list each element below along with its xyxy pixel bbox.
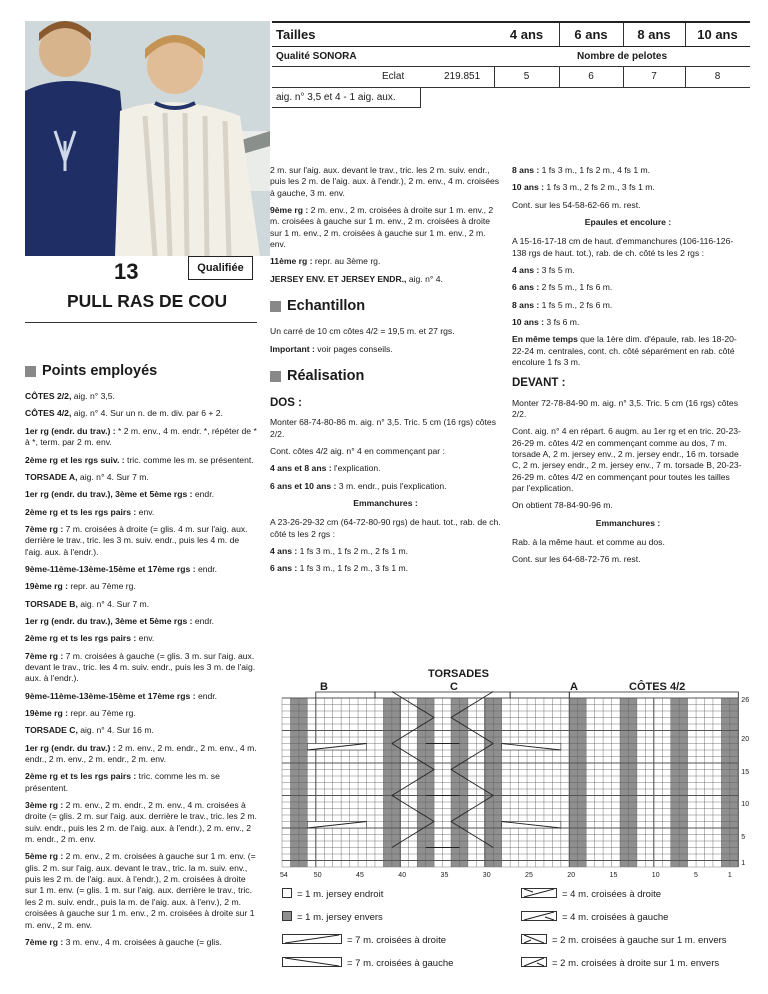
instruction-text: aig. n° 4. Sur un n. de m. div. par 6 + 2. — [71, 408, 223, 419]
instruction-text: 1 fs 3 m., 2 fs 2 m., 3 fs 1 m. — [544, 182, 655, 193]
x-tick-label: 54 — [280, 872, 288, 879]
square-bullet-icon — [270, 371, 281, 382]
instruction-paragraph — [25, 426, 257, 449]
instruction-text: 2 m. env., 2 m. endr., 2 m. env., 4 m. croisées à droite (= glis. 2 m. sur l'aig. aux. derrière le trav., tric. les 2 m. suiv. endr., puis les 2 m. de l'aig. aux. à l'endr.), 2 m. env., 2 m. endr., 2 m. env. — [25, 800, 257, 845]
instruction-text: endr. — [192, 489, 214, 500]
instruction-text: endr. — [192, 615, 214, 626]
instruction-text: endr. — [195, 690, 218, 701]
instruction-paragraph — [25, 725, 257, 736]
devant-body — [512, 398, 744, 512]
instruction-lead: 9ème-11ème-13ème-15ème et 17ème rgs : — [25, 563, 196, 574]
model-photo — [25, 21, 270, 256]
instruction-text: 3 fs 6 m. — [544, 317, 580, 328]
instruction-lead: 3ème rg : — [25, 800, 64, 811]
instruction-paragraph — [270, 417, 501, 440]
instruction-text: 1 fs 3 m., 1 fs 2 m., 4 fs 1 m. — [539, 165, 651, 175]
instruction-text: Rab. à la même haut. et comme au dos. — [512, 537, 665, 548]
x-tick-label: 50 — [313, 872, 322, 879]
instruction-text: Cont. sur les 54-58-62-66 m. rest. — [512, 199, 641, 210]
instruction-text: A 23-26-29-32 cm (64-72-80-90 rgs) de haut. tot., rab. de ch. côté ts les 2 rgs : — [270, 517, 501, 539]
instruction-lead: 6 ans : — [270, 563, 298, 574]
instruction-text: aig. n° 3,5. — [71, 391, 115, 402]
instruction-paragraph — [25, 937, 257, 948]
instruction-paragraph — [512, 236, 744, 259]
section-bracket — [316, 692, 375, 698]
instruction-paragraph — [270, 165, 501, 199]
dos-body — [270, 417, 501, 492]
instruction-text: l'explication. — [331, 463, 381, 474]
instruction-text: 2 m. env., 2 m. croisées à droite sur 1 m. env., 2 m. croisées à gauche sur 1 m. env., 2 m. croisées à droite sur 1 m. env., 2 m. croisées à gauche sur 1 m. env., 2 m. env. — [270, 205, 494, 250]
instruction-paragraph — [25, 708, 257, 719]
instruction-paragraph — [25, 851, 257, 930]
section-bracket — [375, 692, 510, 698]
instruction-lead: TORSADE C, — [25, 725, 78, 736]
instruction-lead: 8 ans : — [512, 165, 540, 175]
instruction-text: * 2 m. env., 4 m. endr. *, répéter de * à *, term. par 2 m. env. — [25, 425, 257, 448]
instruction-lead: CÔTES 4/2, — [25, 408, 72, 419]
instruction-text: 3 fs 5 m. — [539, 265, 575, 276]
right-column — [512, 165, 744, 572]
instruction-text: 1 fs 5 m., 2 fs 6 m. — [539, 299, 613, 310]
instruction-lead: CÔTES 2/2, — [25, 391, 72, 402]
instruction-paragraph — [512, 317, 744, 328]
instruction-lead: 6 ans : — [512, 282, 540, 293]
instruction-paragraph — [25, 616, 257, 627]
instruction-lead: 9ème-11ème-13ème-15ème et 17ème rgs : — [25, 690, 196, 701]
dos-title: DOS : — [270, 397, 302, 410]
legend-text: = 4 m. croisées à gauche — [562, 912, 669, 923]
instruction-paragraph — [25, 472, 257, 483]
instruction-lead: 4 ans : — [270, 545, 298, 556]
y-tick-label: 26 — [741, 697, 750, 704]
label-c: C — [450, 681, 458, 693]
legend-item — [521, 934, 727, 949]
points-heading — [25, 362, 257, 381]
level-badge: Qualifiée — [188, 256, 253, 280]
chart-grid — [272, 660, 750, 875]
x-tick-label: 45 — [356, 872, 364, 879]
legend-text: = 1 m. jersey endroit — [297, 889, 384, 900]
instruction-text: Cont. aig. n° 4 en répart. 6 augm. au 1er rg et en tric. 20-23-26-29 m. côtes 4/2 en commençant comme au dos, 7 m. torsade A, 2 m. jersey env., 2 m. jersey endr., 16 m. torsade C, 2 m. jersey endr., 2 m. jersey env., 7 m. torsade B, 20-23-26-29 m. côtes 4/2 en commençant pour toutes les tailles par l'explication. — [512, 426, 742, 494]
instruction-paragraph — [270, 256, 501, 267]
legend-text: = 7 m. croisées à droite — [347, 935, 447, 946]
instruction-text: repr. au 3ème rg. — [312, 256, 381, 267]
cross-2-right-purl-icon — [521, 957, 552, 972]
instruction-paragraph — [25, 771, 257, 794]
instruction-paragraph — [25, 743, 257, 766]
y-tick-label: 15 — [741, 768, 750, 776]
instruction-lead: 4 ans et 8 ans : — [270, 463, 332, 474]
instruction-paragraph — [25, 507, 257, 518]
instruction-lead: 2ème rg et ts les rgs pairs : — [25, 771, 137, 782]
legend-item — [521, 957, 719, 972]
x-tick-label: 40 — [398, 872, 407, 879]
instruction-lead: 9ème rg : — [270, 205, 309, 216]
echantillon-body — [270, 326, 501, 355]
legend-text: = 7 m. croisées à gauche — [347, 958, 454, 969]
instruction-lead: Important : — [270, 343, 315, 354]
legend-text: = 2 m. croisées à droite sur 1 m. envers — [552, 958, 720, 969]
instruction-text: aig. n° 4. Sur 16 m. — [77, 725, 154, 736]
instruction-text: repr. au 7ème rg. — [68, 708, 136, 718]
yarn-color: Eclat — [382, 71, 405, 83]
instruction-paragraph — [270, 274, 501, 285]
instruction-text: 1 fs 3 m., 1 fs 2 m., 2 fs 1 m. — [297, 545, 409, 556]
x-tick-label: 5 — [694, 872, 698, 879]
instruction-lead: 10 ans : — [512, 317, 545, 328]
stitches-body — [25, 391, 257, 948]
instruction-text: 3 m. env., 4 m. croisées à gauche (= glis. — [63, 936, 222, 947]
instruction-text: aig. n° 4. Sur 7 m. — [77, 598, 150, 609]
instruction-text: voir pages conseils. — [314, 343, 393, 354]
quality-row — [272, 47, 750, 67]
legend-item — [521, 888, 661, 903]
instruction-text: A 15-16-17-18 cm de haut. d'emmanchures (106-116-126-138 rgs de haut. tot.), rab. de ch. côté ts les 2 rgs : — [512, 236, 734, 258]
legend-item — [521, 911, 668, 926]
instruction-text: env. — [136, 633, 155, 644]
instruction-lead: 7ème rg : — [25, 650, 64, 661]
count-6: 6 — [588, 71, 594, 83]
square-bullet-icon — [25, 366, 36, 377]
instruction-paragraph — [270, 205, 501, 250]
instruction-text: aig. n° 4. — [406, 273, 443, 284]
section-bracket — [510, 692, 569, 698]
instruction-paragraph — [512, 500, 744, 511]
instruction-text: 3 m. endr., puis l'explication. — [336, 480, 447, 491]
legend-item — [282, 934, 446, 949]
section-bracket — [569, 692, 738, 698]
instruction-lead: 8 ans : — [512, 299, 540, 310]
devant-emmanchures-title: Emmanchures : — [595, 517, 661, 528]
instruction-paragraph — [512, 282, 744, 293]
instruction-lead: 5ème rg : — [25, 851, 64, 862]
instruction-paragraph — [25, 564, 257, 575]
label-cotes: CÔTES 4/2 — [629, 681, 686, 693]
x-tick-label: 30 — [482, 872, 491, 879]
instruction-text: endr. — [195, 563, 218, 574]
instruction-paragraph — [512, 426, 744, 494]
cross-7-right-icon — [282, 934, 347, 949]
instruction-paragraph — [270, 446, 501, 457]
echantillon-heading — [270, 297, 501, 316]
label-a: A — [570, 681, 578, 693]
instruction-paragraph — [25, 581, 257, 592]
torsade-c-continued — [270, 165, 501, 285]
label-torsades: TORSADES — [428, 668, 489, 680]
instruction-text: que la 1ère dim. d'épaule, rab. les 18-20-22-24 m. centrales, cont. ch. côté séparément en rab. côté encolure 1 fs 3 m. — [512, 334, 737, 368]
quality-label: Qualité SONORA — [276, 50, 357, 62]
cross-7-left-icon — [282, 957, 347, 972]
instruction-text: repr. au 7ème rg. — [68, 581, 136, 592]
instruction-paragraph — [512, 265, 744, 276]
size-4: 4 ans — [509, 26, 544, 42]
instruction-text: Cont. sur les 64-68-72-76 m. rest. — [512, 554, 641, 565]
square-bullet-icon — [270, 301, 281, 312]
emmanchures-title: Emmanchures : — [353, 497, 418, 508]
instruction-paragraph — [512, 182, 744, 193]
instruction-paragraph — [25, 651, 257, 685]
model-title: PULL RAS DE COU — [67, 291, 228, 311]
instruction-text: 2 m. env., 2 m. endr., 2 m. env., 4 m. endr., 2 m. env., 2 m. endr., 2 m. env. — [25, 742, 257, 765]
instruction-text: 7 m. croisées à gauche (= glis. 3 m. sur l'aig. aux. devant le trav., tric. les 4 m. suiv. endr., puis les 3 m. de l'aig. aux. à l'endr.). — [25, 650, 256, 684]
epaules-title: Epaules et encolure : — [584, 217, 672, 228]
instruction-paragraph — [512, 165, 744, 176]
epaules-body — [512, 236, 744, 368]
instruction-lead: 1er rg (endr. du trav.), 3ème et 5ème rgs : — [25, 615, 193, 626]
realisation-title: Réalisation — [287, 367, 365, 384]
instruction-lead: 1er rg (endr. du trav.) : — [25, 425, 116, 436]
needles-row — [272, 88, 750, 108]
jersey-endroit-icon — [282, 888, 297, 903]
instruction-paragraph — [512, 398, 744, 421]
label-b: B — [320, 681, 328, 693]
knitting-chart — [272, 660, 750, 879]
instruction-lead: 11ème rg : — [270, 256, 313, 267]
instruction-paragraph — [25, 489, 257, 500]
devant-title: DEVANT : — [512, 377, 566, 390]
size-8: 8 ans — [637, 26, 671, 42]
instruction-paragraph — [270, 481, 501, 492]
count-8: 7 — [651, 71, 657, 83]
instruction-paragraph — [512, 537, 744, 548]
devant-emmanchures-body — [512, 537, 744, 566]
instruction-text: tric. comme les m. se présentent. — [124, 454, 254, 465]
instruction-paragraph — [270, 344, 501, 355]
y-tick-label: 5 — [741, 833, 746, 841]
cross-2-left-purl-icon — [521, 934, 552, 949]
instruction-paragraph — [25, 391, 257, 402]
cross-4-right-icon — [521, 888, 562, 903]
instruction-text: 2 m. sur l'aig. aux. devant le trav., tric. les 2 m. suiv. endr., puis les 2 m. de l'aig. aux. à l'endr.), 2 m. env., 4 m. croisées à gauche, 3 m. env. — [270, 165, 500, 198]
size-10: 10 ans — [697, 26, 738, 42]
instruction-paragraph — [512, 200, 744, 211]
instruction-paragraph — [270, 326, 501, 337]
instruction-text: On obtient 78-84-90-96 m. — [512, 500, 613, 511]
instruction-paragraph — [25, 455, 257, 466]
instruction-text: env. — [136, 506, 155, 517]
legend-item — [282, 911, 383, 926]
sizes-label: Tailles — [276, 26, 316, 42]
instruction-paragraph — [25, 800, 257, 845]
needles-text: aig. n° 3,5 et 4 - 1 aig. aux. — [276, 92, 396, 104]
dos-continued — [512, 165, 744, 211]
instruction-lead: 19ème rg : — [25, 708, 68, 718]
echantillon-title: Echantillon — [287, 298, 366, 315]
yarn-ref: 219.851 — [444, 71, 481, 83]
y-tick-label: 10 — [741, 801, 750, 808]
instruction-text: tric. comme les m. se présentent. — [25, 771, 220, 793]
yarn-row — [272, 67, 750, 88]
legend-item — [282, 957, 453, 972]
count-10: 8 — [714, 71, 721, 83]
instruction-lead: 4 ans : — [512, 265, 540, 276]
instruction-text: Un carré de 10 cm côtes 4/2 = 19,5 m. et 27 rgs. — [270, 326, 455, 337]
x-tick-label: 20 — [567, 872, 576, 879]
x-tick-label: 25 — [525, 872, 533, 879]
instruction-paragraph — [270, 517, 501, 540]
instruction-text: Monter 72-78-84-90 m. aig. n° 3,5. Tric. 5 cm (16 rgs) côtes 2/2. — [512, 397, 739, 419]
sizes-table — [272, 21, 750, 108]
instruction-paragraph — [270, 463, 501, 474]
count-4: 5 — [523, 71, 530, 83]
middle-column — [270, 165, 501, 581]
instruction-paragraph — [25, 524, 257, 558]
instruction-lead: 19ème rg : — [25, 581, 68, 592]
instruction-lead: TORSADE B, — [25, 598, 78, 609]
instruction-lead: 7ème rg : — [25, 523, 64, 534]
y-tick-label: 20 — [741, 736, 750, 743]
legend-item — [282, 888, 383, 903]
instruction-paragraph — [512, 300, 744, 311]
instruction-text: aig. n° 4. Sur 7 m. — [77, 471, 149, 482]
cross-4-left-icon — [521, 911, 562, 926]
instruction-paragraph — [512, 554, 744, 565]
instruction-paragraph — [25, 691, 257, 702]
stitches-column — [25, 362, 257, 954]
legend-text: = 4 m. croisées à droite — [562, 889, 662, 900]
size-6: 6 ans — [574, 26, 608, 42]
instruction-lead: 6 ans et 10 ans : — [270, 480, 337, 491]
x-tick-label: 35 — [440, 872, 449, 879]
balls-label: Nombre de pelotes — [576, 50, 668, 62]
legend-text: = 1 m. jersey envers — [297, 912, 383, 923]
realisation-heading — [270, 367, 501, 386]
emmanchures-body — [270, 517, 501, 574]
instruction-paragraph — [512, 334, 744, 368]
instruction-text: 2 fs 5 m., 1 fs 6 m. — [539, 282, 613, 293]
legend-text: = 2 m. croisées à gauche sur 1 m. envers — [552, 935, 727, 946]
model-number: 13 — [114, 259, 139, 284]
instruction-paragraph — [270, 563, 501, 574]
instruction-paragraph — [25, 599, 257, 610]
instruction-lead: 2ème rg et ts les rgs pairs : — [25, 506, 137, 517]
instruction-text: 1 fs 3 m., 1 fs 2 m., 3 fs 1 m. — [297, 563, 409, 574]
jersey-envers-icon — [282, 911, 297, 926]
y-tick-label: 1 — [741, 859, 746, 867]
x-tick-label: 10 — [651, 872, 660, 879]
instruction-text: Monter 68-74-80-86 m. aig. n° 3,5. Tric. 5 cm (16 rgs) côtes 2/2. — [270, 417, 497, 439]
instruction-text: 2 m. env., 2 m. croisées à gauche sur 1 m. env. (= glis. 2 m. sur l'aig. aux. devant le trav., tric. la m. suiv. env., puis les 2 m. de l'aig. aux. à l'endr.), 2 m. croisées à droite sur 1 m. env. (= glis. 1 m. sur l'aig. aux. derrière le trav., tric. les 2 m. suiv. endr., puis la m. de l'aig. aux. à l'env.), 2 m. croisées à gauche sur 1 m. env., 2 m. croisées à droite sur 1 m. env., 2 m. env. — [25, 851, 256, 930]
instruction-lead: TORSADE A, — [25, 471, 78, 482]
instruction-text: Cont. côtes 4/2 aig. n° 4 en commençant par : — [270, 445, 445, 456]
points-title: Points employés — [42, 363, 158, 379]
instruction-text: 7 m. croisées à droite (= glis. 4 m. sur l'aig. aux. derrière le trav., tric. les 3 m. suiv. endr., puis les 4 m. de l'aig. aux. à l'endr.). — [25, 523, 248, 557]
instruction-lead: 1er rg (endr. du trav.) : — [25, 742, 116, 753]
divider — [25, 322, 257, 323]
instruction-lead: 7ème rg : — [25, 936, 64, 947]
instruction-paragraph — [25, 633, 257, 644]
instruction-lead: 10 ans : — [512, 182, 545, 193]
children-photo-illustration — [25, 21, 270, 256]
instruction-lead: JERSEY ENV. ET JERSEY ENDR., — [270, 273, 407, 284]
instruction-paragraph — [25, 408, 257, 419]
instruction-lead: 2ème rg et les rgs suiv. : — [25, 454, 125, 465]
sizes-header-row — [272, 21, 750, 47]
x-tick-label: 1 — [727, 872, 732, 879]
instruction-lead: 2ème rg et ts les rgs pairs : — [25, 633, 137, 644]
instruction-lead: 1er rg (endr. du trav.), 3ème et 5ème rgs : — [25, 489, 193, 500]
x-tick-label: 15 — [609, 872, 618, 879]
instruction-lead: En même temps — [512, 334, 578, 345]
instruction-paragraph — [270, 546, 501, 557]
